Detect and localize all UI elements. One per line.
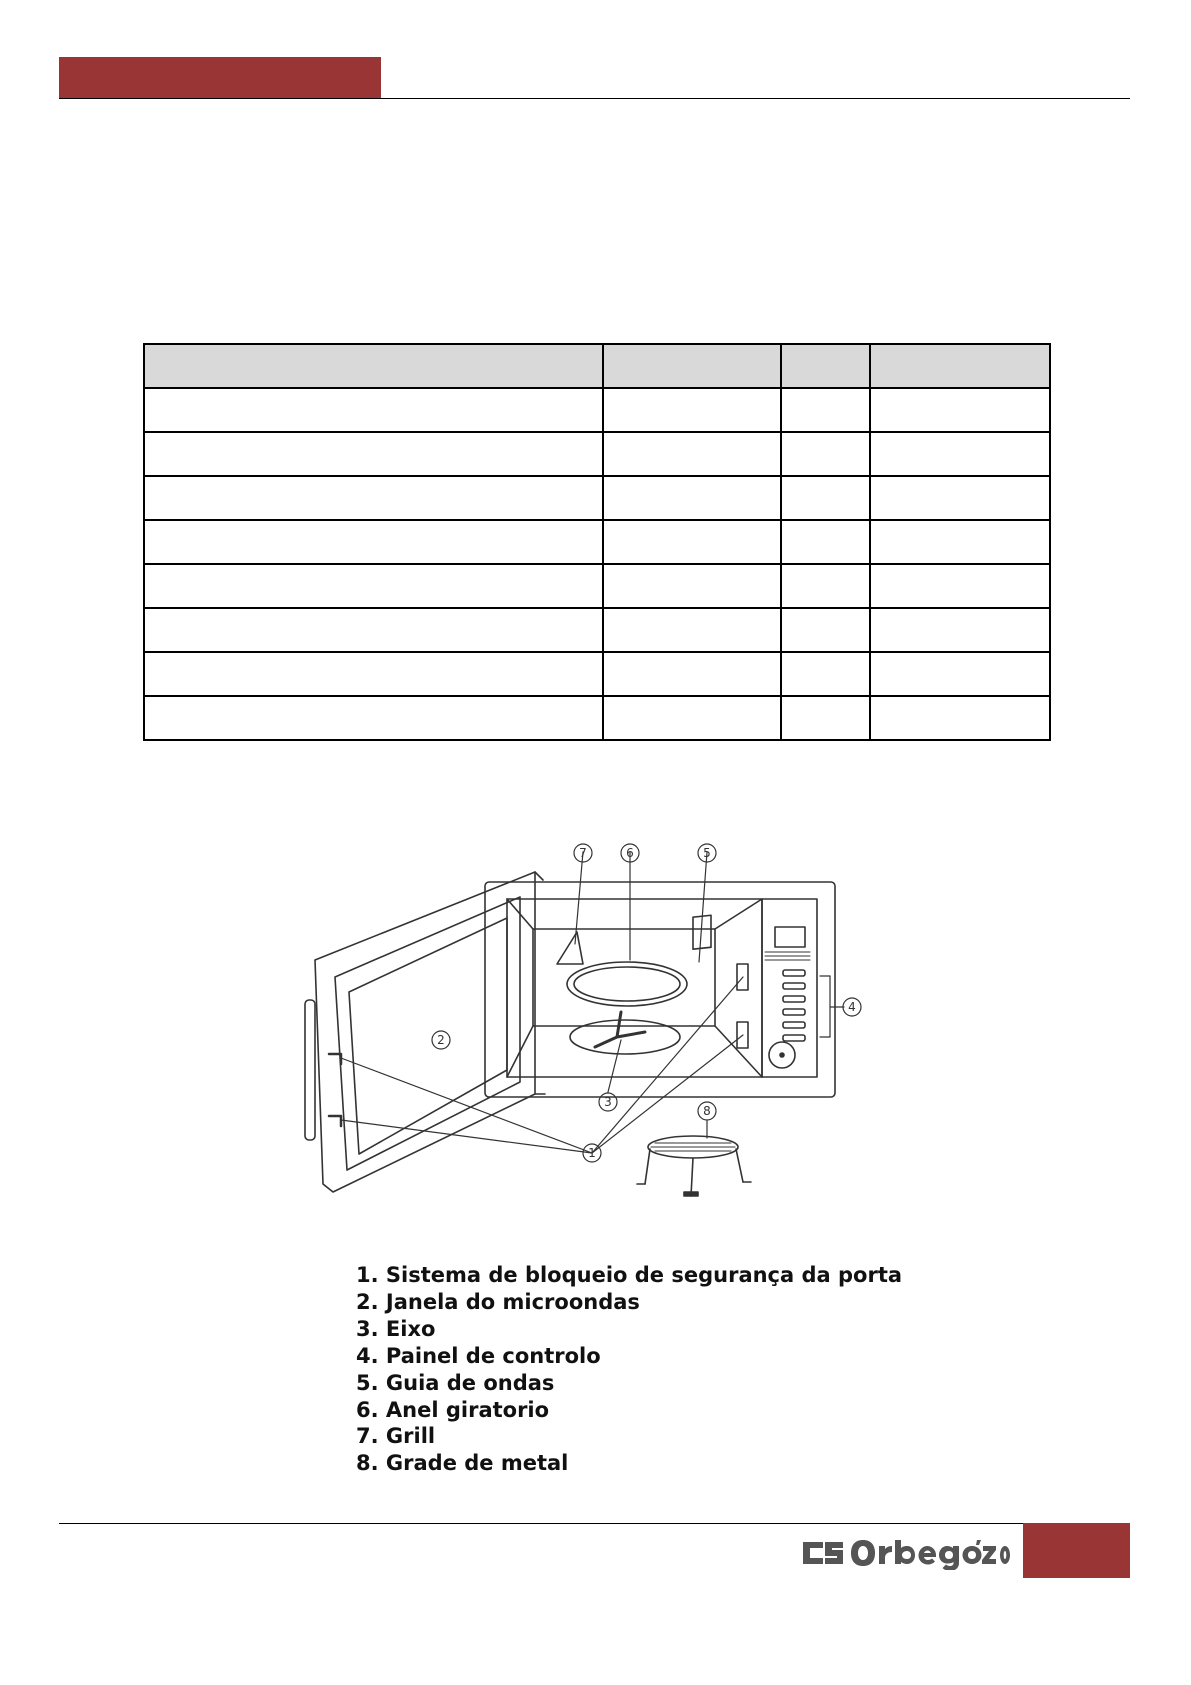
callout-3: 3 xyxy=(604,1095,612,1109)
table-row xyxy=(144,432,1050,476)
table-cell xyxy=(870,388,1050,432)
panel-labels xyxy=(765,952,810,960)
table-cell xyxy=(144,476,603,520)
door-hinge xyxy=(305,1000,315,1140)
table-cell xyxy=(870,564,1050,608)
table-cell xyxy=(781,608,870,652)
table-header-cell xyxy=(870,344,1050,388)
table-row xyxy=(144,564,1050,608)
display-window xyxy=(775,927,805,947)
table-row xyxy=(144,608,1050,652)
table-cell xyxy=(781,696,870,740)
table-cell xyxy=(870,520,1050,564)
table-cell xyxy=(781,432,870,476)
callout-5: 5 xyxy=(703,846,711,860)
legend-item: 1. Sistema de bloqueio de segurança da porta xyxy=(356,1263,903,1287)
door-inner-frame xyxy=(335,897,520,1170)
table-cell xyxy=(144,608,603,652)
table-cell xyxy=(781,520,870,564)
table-cell xyxy=(144,696,603,740)
table-row xyxy=(144,696,1050,740)
legend-item: 7. Grill xyxy=(356,1424,436,1449)
legend-item: 2. Janela do microondas xyxy=(356,1289,640,1314)
legend-item: 8. Grade de metal xyxy=(356,1451,569,1476)
orbegozo-logo-icon xyxy=(803,1536,1010,1570)
microwave-diagram xyxy=(295,832,885,1247)
table-cell xyxy=(603,476,781,520)
callout-8: 8 xyxy=(703,1104,711,1118)
table-header-cell xyxy=(781,344,870,388)
panel-buttons xyxy=(783,970,805,1041)
table-cell xyxy=(144,432,603,476)
legend-item: 5. Guia de ondas xyxy=(356,1370,555,1395)
table-cell xyxy=(870,696,1050,740)
oven-body xyxy=(485,882,835,1097)
spec-table xyxy=(143,343,1051,741)
cavity-back-wall xyxy=(533,929,715,1026)
footer-rule xyxy=(59,1523,1024,1524)
table-cell xyxy=(781,476,870,520)
table-cell xyxy=(144,388,603,432)
footer-accent-box xyxy=(1023,1523,1130,1578)
table-header-cell xyxy=(144,344,603,388)
callout-7: 7 xyxy=(579,846,587,860)
table-cell xyxy=(144,652,603,696)
table-cell xyxy=(781,652,870,696)
table-cell xyxy=(603,564,781,608)
legend-item: 3. Eixo xyxy=(356,1316,436,1341)
table-cell xyxy=(144,564,603,608)
table-cell xyxy=(603,388,781,432)
table-cell xyxy=(144,520,603,564)
table-header-cell xyxy=(603,344,781,388)
callout-1: 1 xyxy=(588,1146,596,1160)
callout-2: 2 xyxy=(437,1033,445,1047)
table-header-row xyxy=(144,344,1050,388)
table-cell xyxy=(870,652,1050,696)
table-cell xyxy=(603,696,781,740)
parts-legend xyxy=(356,1262,902,1477)
callout-4: 4 xyxy=(848,1000,856,1014)
grill-element xyxy=(557,932,583,964)
table-cell xyxy=(870,608,1050,652)
legend-item: 4. Painel de controlo xyxy=(356,1343,601,1368)
header-accent-bar xyxy=(59,57,381,99)
header-rule xyxy=(59,98,1130,99)
table-row xyxy=(144,520,1050,564)
table-cell xyxy=(603,520,781,564)
door-hooks xyxy=(329,1054,341,1126)
table-cell xyxy=(603,608,781,652)
table-row xyxy=(144,652,1050,696)
turntable-ring xyxy=(567,962,687,1006)
table-cell xyxy=(870,476,1050,520)
table-cell xyxy=(781,388,870,432)
table-cell xyxy=(603,432,781,476)
rack-grid xyxy=(651,1143,735,1151)
table-cell xyxy=(603,652,781,696)
legend-item: 6. Anel giratorio xyxy=(356,1397,550,1422)
table-cell xyxy=(781,564,870,608)
callout-6: 6 xyxy=(626,846,634,860)
table-cell xyxy=(870,432,1050,476)
table-row xyxy=(144,476,1050,520)
table-row xyxy=(144,388,1050,432)
